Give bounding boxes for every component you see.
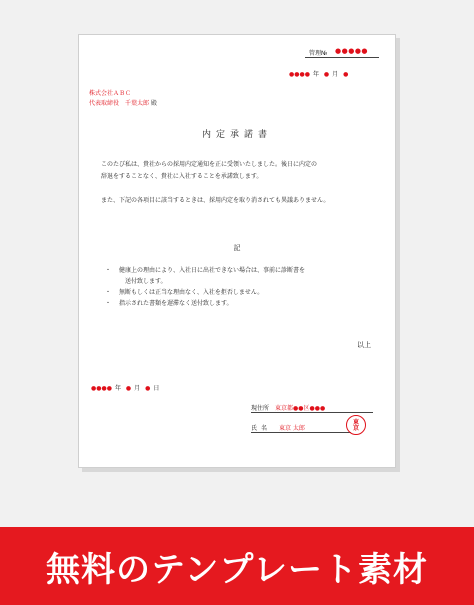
issue-date-month-mark: ● (323, 71, 330, 78)
banner-text: 無料のテンプレート素材 (46, 549, 428, 590)
signing-date-year-mark: ●●●● (91, 385, 112, 392)
name-field (251, 423, 351, 433)
issue-date-year: 年 (312, 71, 319, 78)
address-value: 東京都●●区●●● (275, 405, 326, 412)
list-item (105, 287, 375, 298)
list-item-text: 無断もしくは正当な理由なく、入社を拒否しません。 (119, 289, 264, 296)
signing-date-day: 日 (153, 385, 160, 392)
document-page (78, 34, 396, 468)
honorific: 殿 (150, 100, 157, 107)
address-label: 現住所 (251, 405, 270, 412)
issue-date-year-mark: ●●●● (289, 71, 310, 78)
management-number-label: 管理№ (309, 50, 328, 57)
hanko-seal (346, 415, 366, 435)
address-field (251, 403, 373, 413)
recipient-company: 株式会社ＡＢＣ (89, 90, 132, 97)
list-bullet: ・ (105, 289, 112, 296)
issue-date-day-mark: ● (343, 71, 349, 78)
signing-date-day-mark: ● (145, 385, 151, 392)
list-bullet: ・ (105, 300, 112, 307)
name-value: 東京 太郎 (279, 425, 305, 432)
management-number-value: ●●●●● (335, 47, 369, 55)
name-label: 氏名 (251, 425, 272, 432)
signing-date (91, 383, 162, 392)
issue-date (289, 69, 351, 78)
promo-banner (0, 527, 474, 605)
ki-heading: 記 (233, 244, 241, 252)
list-item-text: 健康上の理由により、入社日に出社できない場合は、事前に診断書を (119, 267, 306, 274)
signing-date-year: 年 (114, 385, 121, 392)
recipient-representative (89, 98, 157, 107)
closing-ijo: 以上 (357, 341, 371, 349)
document-body (101, 159, 381, 219)
list-item-continuation: 送付致します。 (125, 278, 167, 285)
paragraph-1 (101, 159, 381, 183)
paragraph-1-line-1: このたび私は、貴社からの採用内定通知を正に受領いたしました。後日に内定の (101, 161, 318, 168)
paragraph-1-line-2: 辞退をすることなく、貴社に入社することを承諾致します。 (101, 173, 263, 180)
representative-name: 代表取締役 千葉太郎 (89, 100, 150, 107)
seal-char-1: 東 (352, 419, 359, 426)
issue-date-month: 月 (332, 71, 339, 78)
conditions-list (105, 265, 375, 309)
list-item (105, 265, 375, 287)
signing-date-month: 月 (134, 385, 141, 392)
list-bullet: ・ (105, 267, 112, 274)
seal-char-2: 京 (352, 425, 359, 432)
list-item (105, 298, 375, 309)
signing-date-month-mark: ● (125, 385, 132, 392)
paragraph-2: また、下記の各項目に該当するときは、採用内定を取り消されても異議ありません。 (101, 197, 330, 204)
list-item-text: 指示された書類を遅滞なく送付致します。 (119, 300, 233, 307)
management-number-field (305, 47, 379, 58)
document-title: 内定承諾書 (201, 130, 272, 140)
